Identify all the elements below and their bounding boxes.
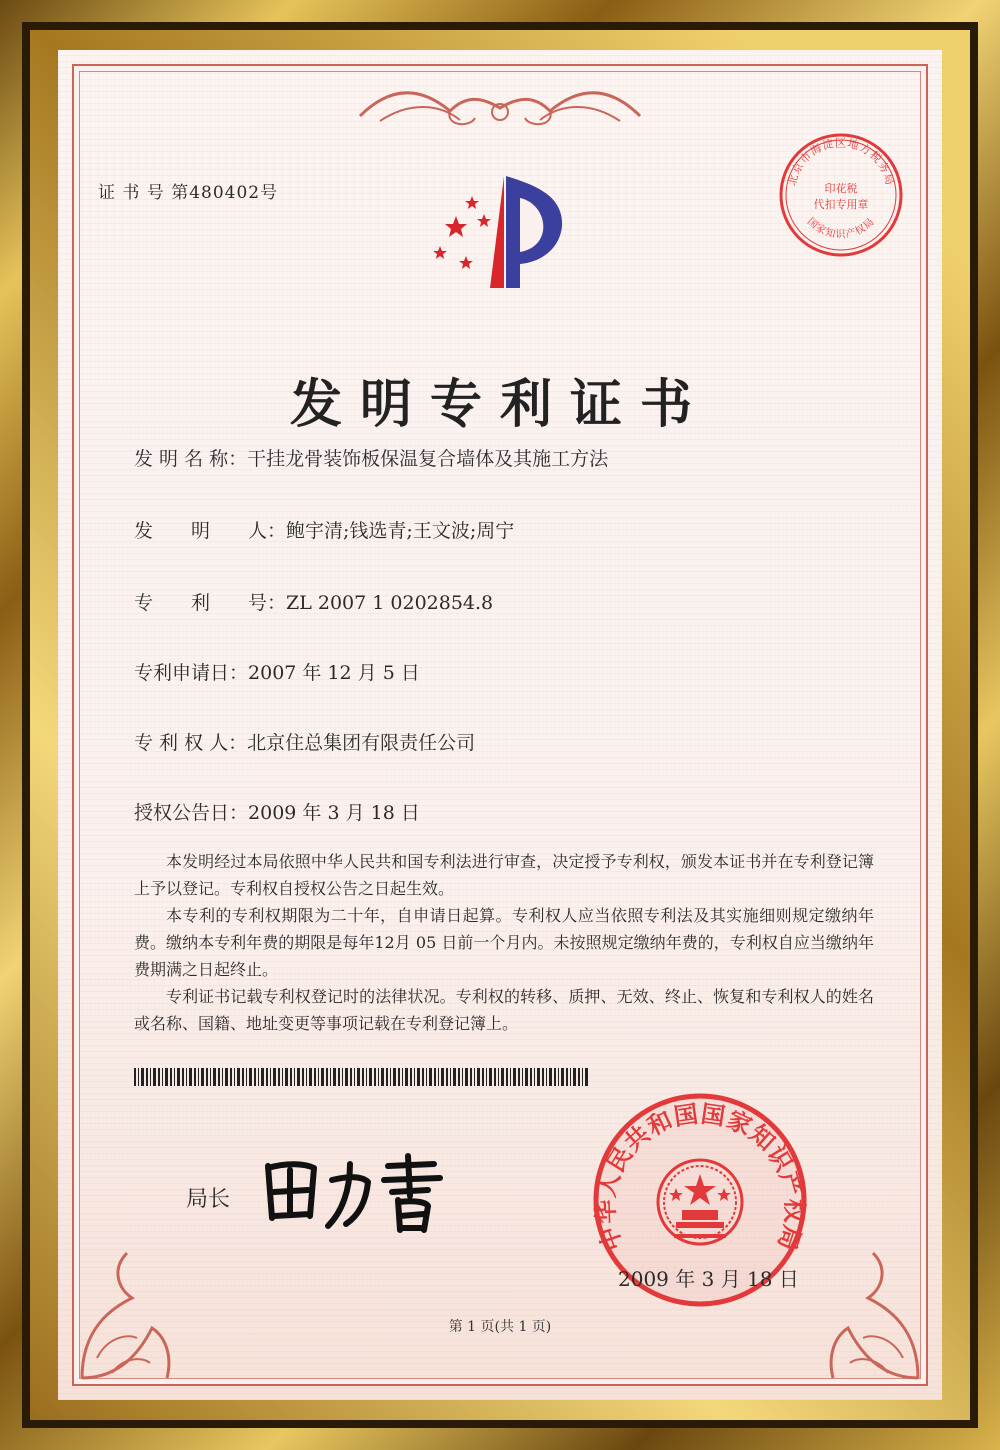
field-label: 发 明 人： <box>134 520 287 542</box>
certificate-title: 发明专利证书 <box>289 374 710 435</box>
tax-stamp-inner-line1: 印花税 <box>824 182 858 195</box>
body-paragraph-2: 本专利的专利权期限为二十年，自申请日起算。专利权人应当依照专利法及其实施细则规定缴纳年费。缴纳本专利年费的期限是每年12月 05 日前一个月内。未按照规定缴纳年费的，专利权自应当缴纳年费期满之日起终止。 <box>134 906 874 979</box>
field-patentee <box>134 728 475 755</box>
barcode <box>134 1068 588 1086</box>
field-label: 专 利 号： <box>134 592 287 614</box>
svg-text:北京市海淀区地方税务局 <box>785 136 896 187</box>
director-title: 局长 <box>186 1187 231 1212</box>
field-application-date <box>134 658 420 685</box>
field-invention-name <box>134 444 608 471</box>
corner-ornament-bottom-left <box>72 1238 182 1388</box>
top-ornament <box>350 76 650 136</box>
field-inventors <box>134 516 514 543</box>
tax-stamp-outer-text: 北京市海淀区地方税务局 <box>785 136 897 188</box>
body-paragraph-1: 本发明经过本局依照中华人民共和国专利法进行审查，决定授予专利权，颁发本证书并在专利登记簿上予以登记。专利权自授权公告之日起生效。 <box>134 852 874 898</box>
field-value: 干挂龙骨装饰板保温复合墙体及其施工方法 <box>247 448 609 470</box>
field-value: 北京住总集团有限责任公司 <box>247 732 476 754</box>
certificate-paper <box>58 50 942 1400</box>
svg-text:国家知识产权局 <box>805 215 877 240</box>
field-label: 专利申请日： <box>134 662 249 684</box>
field-label: 发 明 名 称： <box>134 448 248 470</box>
field-value: ZL 2007 1 0202854.8 <box>286 592 494 614</box>
director-signature <box>258 1146 458 1236</box>
signature-date: 2009 年 3 月 18 日 <box>618 1267 799 1291</box>
certificate-number: 证 书 号 第480402号 <box>98 183 279 203</box>
official-seal-text: 中华人民共和国国家知识产权局 <box>591 1099 809 1255</box>
tax-stamp-inner-line2: 代扣专用章 <box>813 198 869 211</box>
field-value: 2009 年 3 月 18 日 <box>248 802 420 824</box>
body-paragraph-3: 专利证书记载专利权登记时的法律状况。专利权的转移、质押、无效、终止、恢复和专利权人的姓名或名称、国籍、地址变更等事项记载在专利登记簿上。 <box>134 987 874 1033</box>
page-footer: 第 1 页(共 1 页) <box>448 1319 552 1335</box>
field-label: 授权公告日： <box>134 802 249 824</box>
field-value: 鲍宇清;钱选青;王文波;周宁 <box>286 520 515 542</box>
corner-ornament-bottom-right <box>818 1238 928 1388</box>
field-label: 专 利 权 人： <box>134 732 248 754</box>
patent-office-logo <box>426 168 586 298</box>
tax-stamp-bottom-text: 国家知识产权局 <box>804 216 878 241</box>
field-patent-number <box>134 588 493 615</box>
tax-stamp <box>776 130 906 260</box>
field-grant-date <box>134 798 420 825</box>
field-value: 2007 年 12 月 5 日 <box>248 662 420 684</box>
